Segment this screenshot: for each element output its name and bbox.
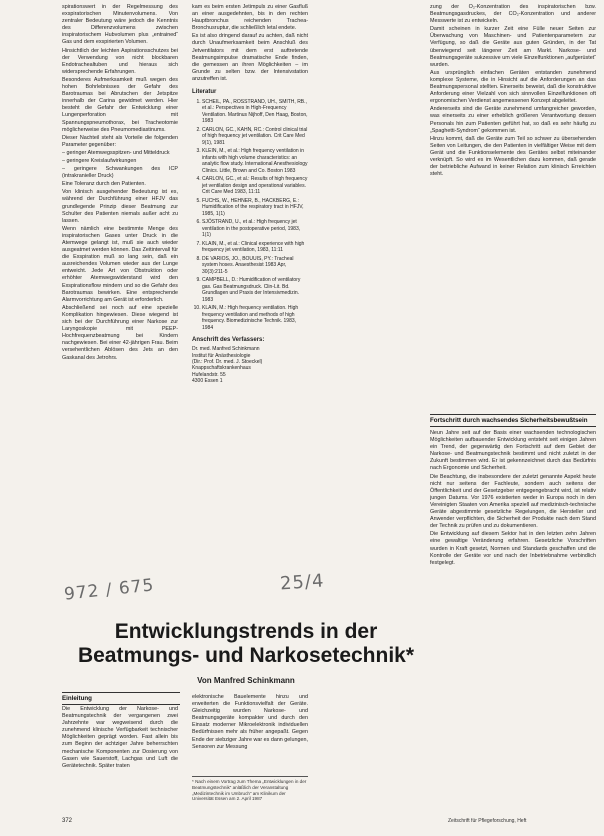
- address-line: Dr. med. Manfred Schinkmann: [192, 346, 260, 353]
- list-item: – geringere Schwankungen des ICP (intrakranieller Druck): [62, 166, 178, 180]
- reference-item: 5. FUCHS, W., HEHNER, B., HACKBERG, E.: Humidification of the respiratory tract in HFJV, 1985, 1(1): [202, 198, 308, 218]
- paragraph: Hinzu kommt, daß die Geräte zum Teil so schwer zu übersehenden Seiten von Leitungen, die den Patienten in vielfältiger Weise mit dem Gerät und die Funktionselemente des Gerätes selbst miteinander verknüpft. So wird es im Wesentlichen dazu kommen, daß gerade der betriebliche Aufwand in keiner Relation zum klinisch Erreichten steht.: [430, 135, 596, 178]
- address-line: Institut für Anästhesiologie: [192, 352, 251, 359]
- page-number: 372: [62, 818, 73, 824]
- address-line: Hufelandstr. 55: [192, 371, 226, 378]
- handwritten-note-left: 972 / 675: [63, 575, 156, 605]
- handwritten-note-right: 25/4: [279, 570, 326, 595]
- paragraph: Abschließend sei noch auf eine spezielle Komplikation hingewiesen. Diese wiegend ist sich bei der Durchführung einer Narkose zur Laryngoskopie mit PEEP-Hochfrequenzbeatmung bei Kindern nachgewiesen. Bei einer 42-jährigen Frau. Beim versehentlichen Ablösen des Jets an den Gaskanal des Jetrohrs.: [62, 304, 178, 361]
- paragraph: Neun Jahre seit auf der Basis einer wachsenden technologischen Möglichkeiten aufbauender Entwicklung entsteht seit einigen Jahren ein Trend, der gegenwärtig den Fortschritt auf dem Gebiet der Narkose- und Beatmungstechnik bestimmt und nicht zuletzt in der Zukunft bestimmen wird. Er ist gekennzeichnet durch das Bedürfnis nach Ergonomie und Sicherheit.: [430, 430, 596, 472]
- author-address: [192, 337, 308, 384]
- journal-name: Zeitschrift für Pflegeforschung, Heft: [448, 818, 527, 824]
- text-column-3-top: [430, 4, 596, 410]
- paragraph: spirationswert in der Regelmessung des exspiratorischen Minutenvolumens. Von zentraler Bedeutung wäre jedoch die Kenntnis des Differenzvolumens zwischen inspiratorischem Hubvolumen plus „entrained“ Gas und dem exspirierten Volumen.: [62, 4, 178, 46]
- paragraph: Besonderes Aufmerksamkeit muß wegen des hohen Bohrlebnisses der Gefahr des Barotraumas bei Abrutschen der Jetspitze innerhalb der Carina gewidmet werden. Hier besteht die Gefahr der Entwicklung einer Lungenperforation mit Spannungspneumothorax, bei Tracheotomie möglicherweise des Pneumomediastinums.: [62, 76, 178, 133]
- article-title: Entwicklungstrends in der Beatmungs- und Narkosetechnik*: [77, 620, 415, 667]
- reference-item: 10. KLAIN, M.: High frequency ventilation. High frequency ventilation and methods of high frequency. Biomedizinische Technik. 1983, 1984: [202, 305, 308, 331]
- text-column-3-bottom: [430, 430, 596, 820]
- paragraph: Von klinisch ausgehender Bedeutung ist es, während der Durchführung einer HFJV das grundlegende Prinzip dieser Beatmung zur Schulter des Patienten niemals außer acht zu lassen.: [62, 189, 178, 224]
- paragraph: zung der O₂-Konzentration des inspiratorischen bzw. Beatmungsgasdruckes, der CO₂-Konzentration und anderer Messwerte ist zu entwickeln.: [430, 4, 596, 25]
- reference-item: 6. SJÖSTRAND, U., et al.: High frequency jet ventilation in the postoperative period, 1983, 1(1): [202, 219, 308, 239]
- references: [192, 89, 308, 331]
- list-item: – geringer Atemwegsspitzen- und Mitteldruck: [62, 149, 170, 156]
- paragraph: Dieser Nachteil steht als Vorteile die folgenden Parameter gegenüber:: [62, 134, 178, 148]
- article-author: Von Manfred Schinkmann: [197, 676, 295, 685]
- list-item: – geringere Kreislaufwirkungen: [62, 157, 137, 164]
- reference-item: 2. CARLON, GC., KAHN, RC.: Control clinical trial of high frequency jet ventilation. Crit Care Med 9(1), 1981: [202, 127, 308, 147]
- paragraph: kam es beim ersten Jetimpuls zu einer Gasfluß an einer ausgedehnten, bis in den rechten Hauptbronchus reichenden Trachea-Bronchusruptur, die schließlich letal endete.: [192, 4, 308, 32]
- paragraph: Damit scheinen in kurzer Zeit eine Fülle neuer Seiten zur Überwachung von Maschinen- und Patientenparametern zur Verfügung, so daß die Geräte aus guten Gründen, in der Tat überwiegend seit längerer Zeit am Markt. Narkose- und Beatmungsgeräte sukzessive um viele Einzelfunktionen „aufgerüstet“ wurden.: [430, 26, 596, 68]
- intro-text: Die Entwicklung der Narkose- und Beatmungstechnik der vergangenen zwei Jahrzehnte war wegweisend durch die zunehmend klinische Verfügbarkeit technischer Möglichkeiten geprägt worden. Fast allein bis zum Beginn der achtziger Jahre beherrschten mechanische Komponenten zur Dosierung von Gasen wie Sauerstoff, Lachgas und Luft die Gerätetechnik. Später traten: [62, 706, 178, 769]
- address-line: 4300 Essen 1: [192, 377, 223, 384]
- paragraph: Die Entwicklung auf diesem Sektor hat in den letzten zehn Jahren eine gewaltige Veränderung erfahren. Gesetzliche Vorschriften wurden in Kraft gesetzt, Normen und Standards geschaffen und die Kontrolle der Geräte vor und nach der Inbetriebnahme verbindlich festgelegt.: [430, 531, 596, 566]
- reference-item: 4. CARLON, GC., et al.: Results of high frequency jet ventilation design and operational variables. Crit Care Med 1983, 11:11: [202, 176, 308, 196]
- reference-item: 8. DE VARIOS, JO., BOUUIS, PY.: Tracheal system hoses. Anaesthesist 1983 Apr, 30(3):211-5: [202, 256, 308, 276]
- references-heading: Literatur: [192, 89, 217, 96]
- intro-heading: Einleitung: [62, 692, 180, 705]
- address-line: (Dir.: Prof. Dr. med. J. Stoeckel): [192, 358, 263, 365]
- paragraph: Eine Toleranz durch den Patienten.: [62, 181, 146, 188]
- text-column-2: [192, 4, 308, 564]
- section-heading: Fortschritt durch wachsendes Sicherheitsbewußtsein: [430, 414, 596, 427]
- text-column-1: [62, 4, 178, 576]
- paragraph: Aus ursprünglich einfachen Geräten entstanden zunehmend komplexe Systeme, die in Hinsicht auf die Anforderungen an das Beatmungspersonal stellten. Einerseits beweist, daß die konstruktive Anforderung einer Vielzahl von sich sinnvollen Einzelfunktionen oft ergonomischen Verdienst angemessenen Konzept abgeleitet.: [430, 69, 596, 105]
- footnote: * Nach einem Vortrag zum Thema „Entwicklungen in der Beatmungstechnik“ anläßlich der Veranstaltung „Medizintechnik im Umbruch“ am Klinikum der Universität Essen am 2. April 1987: [192, 776, 308, 802]
- paragraph: Wenn nämlich eine bestimmte Menge des inspiratorischen Gases unter Druck in die Atemwege gelangt ist, muß sie auch wieder ausgeatmet werden können. Das Zeitintervall für die Exspiration muß so lang sein, daß ein ausreichendes Volumen wieder aus der Lunge entweicht. Jede Art von Obstruktion oder erhöhter Atemwegswiderstand wird den Exspirationsflow mindern und so die Gefahr des Barotraumas bewirken. Eine entsprechende Alarmvorrichtung am Gerät ist erforderlich.: [62, 225, 178, 303]
- reference-item: 7. KLAIN, M., et al.: Clinical experience with high frequency jet ventilation, 1983, 11:11: [202, 241, 308, 254]
- author-address-heading: Anschrift des Verfassers:: [192, 337, 265, 344]
- text-column-4: elektronische Bauelemente hinzu und erweiterten die Funktionsvielfalt der Geräte. Gleichzeitig wurden Narkose- und Beatmungsgeräte kompakter und durch den Einsatz moderner Mikroelektronik individuellen Bedürfnissen mehr als früher angepaßt. Gegen Ende der siebziger Jahre war es dann gelungen, Sensoren zur Messung: [192, 694, 308, 750]
- reference-item: 9. CAMPBELL, D.: Humidification of ventilatory gas. Gas Beatmungsdruck. Clin-Lit. Bd. Grundlagen und Praxis der Intensivmedizin. 1983: [202, 277, 308, 303]
- paragraph: Die Beachtung, die insbesondere der zuletzt genannte Aspekt heute nicht nur seitens der Fachleute, sondern auch seitens der Öffentlichkeit und der Gesetzgeber entgegengebracht wird, ist relativ jungen Datums. Vor 1976 existierten weder in Europa noch in den Vereinigten Staaten von Amerika speziell auf medizinisch-technische Geräte abgestimmte gesetzliche Regelungen, die Hersteller und Anwender verpflichten, die Sicherheit der Produkte nach dem Stand der Technik zu prüfen und zu dokumentieren.: [430, 473, 596, 530]
- paragraph: Andererseits sind die Geräte zunehmend umfangreicher geworden, was einerseits zu einer erheblich größeren Verantwortung dessen Personals hin zum Patienten geführt hat, so daß es sehr häufig zu „Spaghetti-Syndrom“ gekommen ist.: [430, 106, 596, 134]
- reference-item: 1. SCHEIL, PA., ROSSTRAND, UH., SMITH, RB., et al.: Perspectives in High-Frequency Ventilation. Martinus Nijhoff, Den Haag, Boston, 1983: [202, 99, 308, 125]
- paragraph: Hinsichtlich der leichten Aspirationsschutzes bei der Verwendung von nicht blockbaren Endotrachealtuben und hieraus sich widersprechende Erfahrungen.: [62, 47, 178, 75]
- address-line: Knappschaftskrankenhaus: [192, 365, 251, 372]
- reference-item: 3. KLEIN, M., et al.: High frequency ventilation in infants with high volume characteristics: an analytic flow study. International Anesthesiology Clinics. Little, Brown and Co. Boston 1983: [202, 148, 308, 174]
- paragraph: Es ist also dringend darauf zu achten, daß nicht durch Unaufmerksamkeit beim Anschluß des Jetventilators mit dem erst auftretende Beatmungsimpulse dramatische Ende finden, die gemessen an ihren Möglichkeiten – im Grunde zu selten bzw. der Intensivstation anzutreffen ist.: [192, 33, 308, 82]
